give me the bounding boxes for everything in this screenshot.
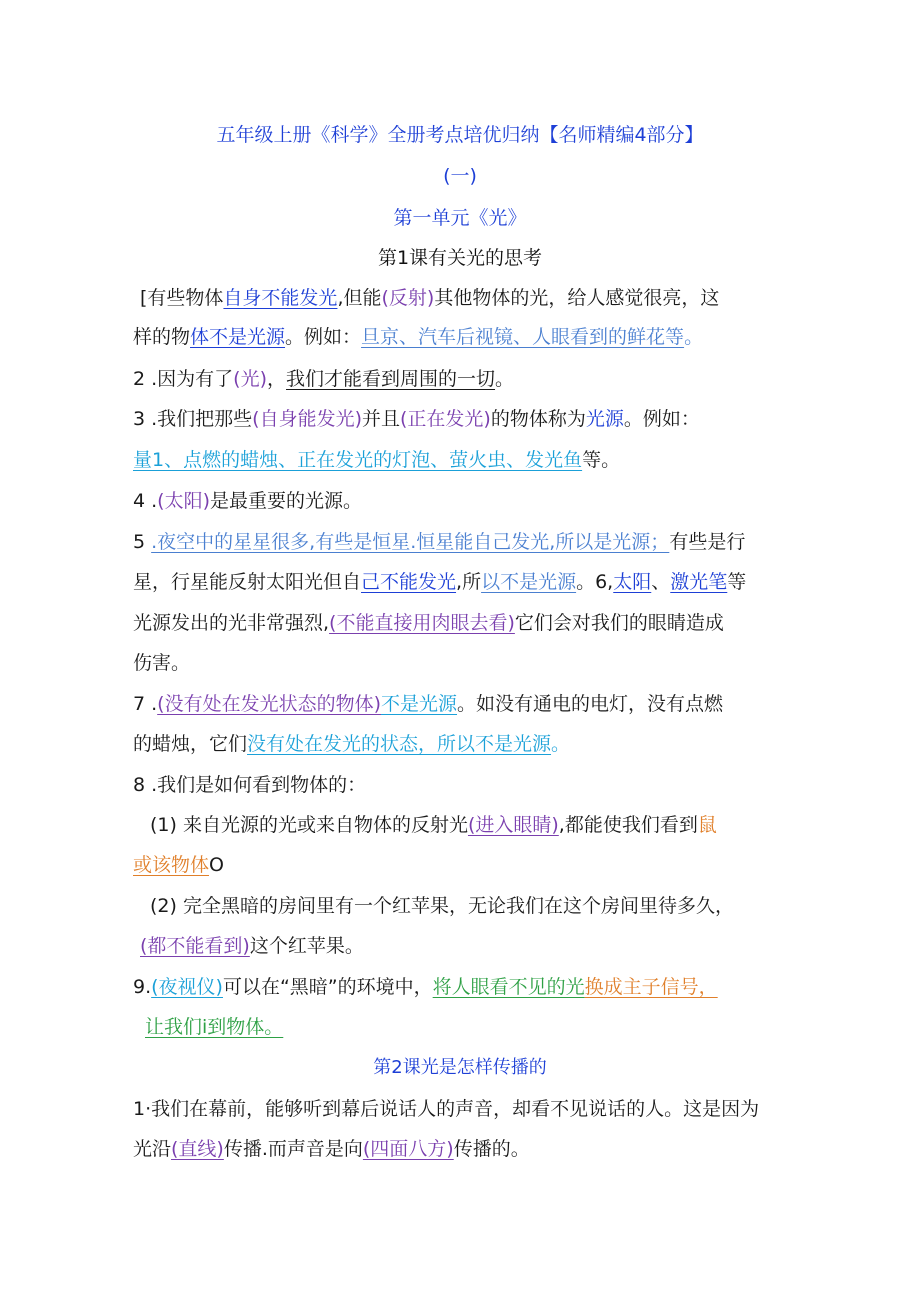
answer-underline: 体不是光源: [190, 326, 286, 348]
answer-underline: 将人眼看不见的光: [432, 976, 585, 998]
text-segment: 传播.而声音是向: [223, 1138, 363, 1160]
answer-bracket: (正在发光): [400, 408, 491, 430]
item-5-line-1: [133, 527, 745, 557]
keyword: 光源: [585, 408, 624, 430]
text-segment: 1·我们在幕前，能够听到幕后说话人的声音，却看不见说话的人。这是因为: [133, 1098, 760, 1120]
text-segment: 伤害。: [133, 652, 191, 674]
example-underline: 旦京、汽车后视镜、人眼看到的鲜花等: [361, 326, 685, 348]
text-segment: 9.: [133, 976, 152, 998]
item-2: [133, 364, 514, 394]
answer-bracket: (反射): [381, 287, 435, 309]
text-segment: (1) 来自光源的光或来自物体的反射光: [150, 814, 468, 836]
text-segment: 。: [495, 368, 515, 390]
text-segment: 。6,: [576, 571, 614, 593]
text-segment: ,都能使我们看到: [558, 814, 698, 836]
text-segment: ,但能: [337, 287, 382, 309]
item-9-line-1: [133, 972, 718, 1002]
text-segment: ,所: [456, 571, 482, 593]
answer-underline: 换成主子信号，: [584, 976, 718, 998]
example-underline: 量1、点燃的蜡烛、正在发光的灯泡、萤火虫、发光鱼: [133, 449, 583, 471]
answer-underline: 不是光源: [381, 693, 458, 715]
answer-underline: 我们才能看到周围的一切: [286, 368, 496, 390]
item-8-line-3: [133, 850, 224, 880]
text-segment: 星，行星能反射太阳光但自: [133, 571, 362, 593]
text-segment: 样的物: [133, 326, 191, 348]
answer-underline: 或该物体: [133, 854, 210, 876]
text-segment: 。例如：: [623, 408, 700, 430]
item-7-line-1: [133, 689, 723, 719]
answer-underline: 自身不能发光: [223, 287, 338, 309]
text-segment: [有些物体: [140, 287, 224, 309]
answer-underline: .夜空中的星星很多,有些是恒星.恒星能自己发光,所以是光源；: [151, 531, 670, 553]
text-segment: 光沿: [133, 1138, 172, 1160]
text-segment: 可以在“黑暗”的环境中，: [222, 976, 433, 998]
text-segment: 有些是行: [669, 531, 746, 553]
text-segment: 。: [551, 733, 571, 755]
answer-bracket: (进入眼睛): [467, 814, 559, 836]
item-3-line-1: [133, 404, 700, 434]
text-segment: 传播的。: [453, 1138, 530, 1160]
text-segment: 4 .: [133, 490, 158, 512]
unit-heading: 第一单元《光》: [393, 207, 527, 229]
item-1-line-2: [133, 322, 703, 352]
answer-bracket: (直线): [171, 1138, 224, 1160]
text-segment: (2) 完全黑暗的房间里有一个红苹果，无论我们在这个房间里待多久，: [150, 895, 734, 917]
text-segment: 。: [684, 326, 704, 348]
text-segment: 是最重要的光源。: [210, 490, 363, 512]
answer-underline: 激光笔: [670, 571, 728, 593]
text-segment: O: [209, 854, 224, 876]
answer-bracket: (都不能看到): [140, 935, 250, 957]
item-4: [133, 486, 362, 516]
item-8-line-4: [150, 891, 734, 921]
text-segment: 。如没有通电的电灯，没有点燃: [457, 693, 724, 715]
lesson-2-item-1-line-2: [133, 1134, 530, 1164]
text-segment: 并且: [362, 408, 401, 430]
text-segment: 光源发出的光非常强烈,: [133, 612, 330, 634]
text-segment: 它们会对我们的眼睛造成: [514, 612, 724, 634]
text-segment: 2 .因为有了: [133, 368, 234, 390]
answer-bracket: (四面八方): [362, 1138, 454, 1160]
answer-bracket: (光): [233, 368, 267, 390]
text-segment: 7 .: [133, 693, 158, 715]
text-segment: 这个红苹果。: [249, 935, 364, 957]
text-segment: 鼠: [697, 814, 717, 836]
answer-underline: 让我们i到物体。: [145, 1016, 284, 1038]
answer-bracket: (自身能发光): [252, 408, 362, 430]
lesson-2-item-1-line-1: [133, 1094, 759, 1124]
item-5-line-3: [133, 608, 724, 638]
answer-underline: 太阳: [613, 571, 652, 593]
text-segment: 的物体称为: [490, 408, 586, 430]
text-segment: 等: [727, 571, 747, 593]
item-1-line-1: [140, 283, 719, 313]
item-7-line-2: [133, 729, 570, 759]
text-segment: ，: [267, 368, 287, 390]
item-3-line-2: [133, 445, 620, 475]
text-segment: 的蜡烛，它们: [133, 733, 248, 755]
lesson-2-heading: 第2课光是怎样传播的: [373, 1057, 547, 1078]
answer-bracket: (不能直接用肉眼去看): [329, 612, 515, 634]
text-segment: 等。: [582, 449, 621, 471]
answer-underline: 己不能发光: [361, 571, 457, 593]
text-segment: 8 .我们是如何看到物体的：: [133, 774, 367, 796]
text-segment: 5: [133, 531, 152, 553]
text-segment: 。例如：: [285, 326, 362, 348]
text-segment: 3 .我们把那些: [133, 408, 253, 430]
item-8-line-1: [133, 770, 366, 800]
item-5-line-2: [133, 567, 746, 597]
item-8-line-2: [150, 810, 717, 840]
document-title: 五年级上册《科学》全册考点培优归纳【名师精编4部分】: [216, 124, 704, 146]
text-segment: 、: [651, 571, 671, 593]
item-8-line-5: [140, 931, 364, 961]
answer-bracket: (没有处在发光状态的物体): [157, 693, 381, 715]
text-segment: 其他物体的光，给人感觉很亮，这: [434, 287, 720, 309]
answer-underline: 以不是光源: [481, 571, 577, 593]
item-9-line-2: [145, 1012, 283, 1042]
answer-bracket: (太阳): [157, 490, 210, 512]
answer-underline: 没有处在发光的状态，所以不是光源: [247, 733, 552, 755]
answer-bracket: (夜视仪): [151, 976, 223, 998]
part-number: (一): [443, 165, 477, 187]
lesson-1-heading: 第1课有关光的思考: [377, 247, 543, 269]
item-5-line-4: [133, 648, 190, 678]
